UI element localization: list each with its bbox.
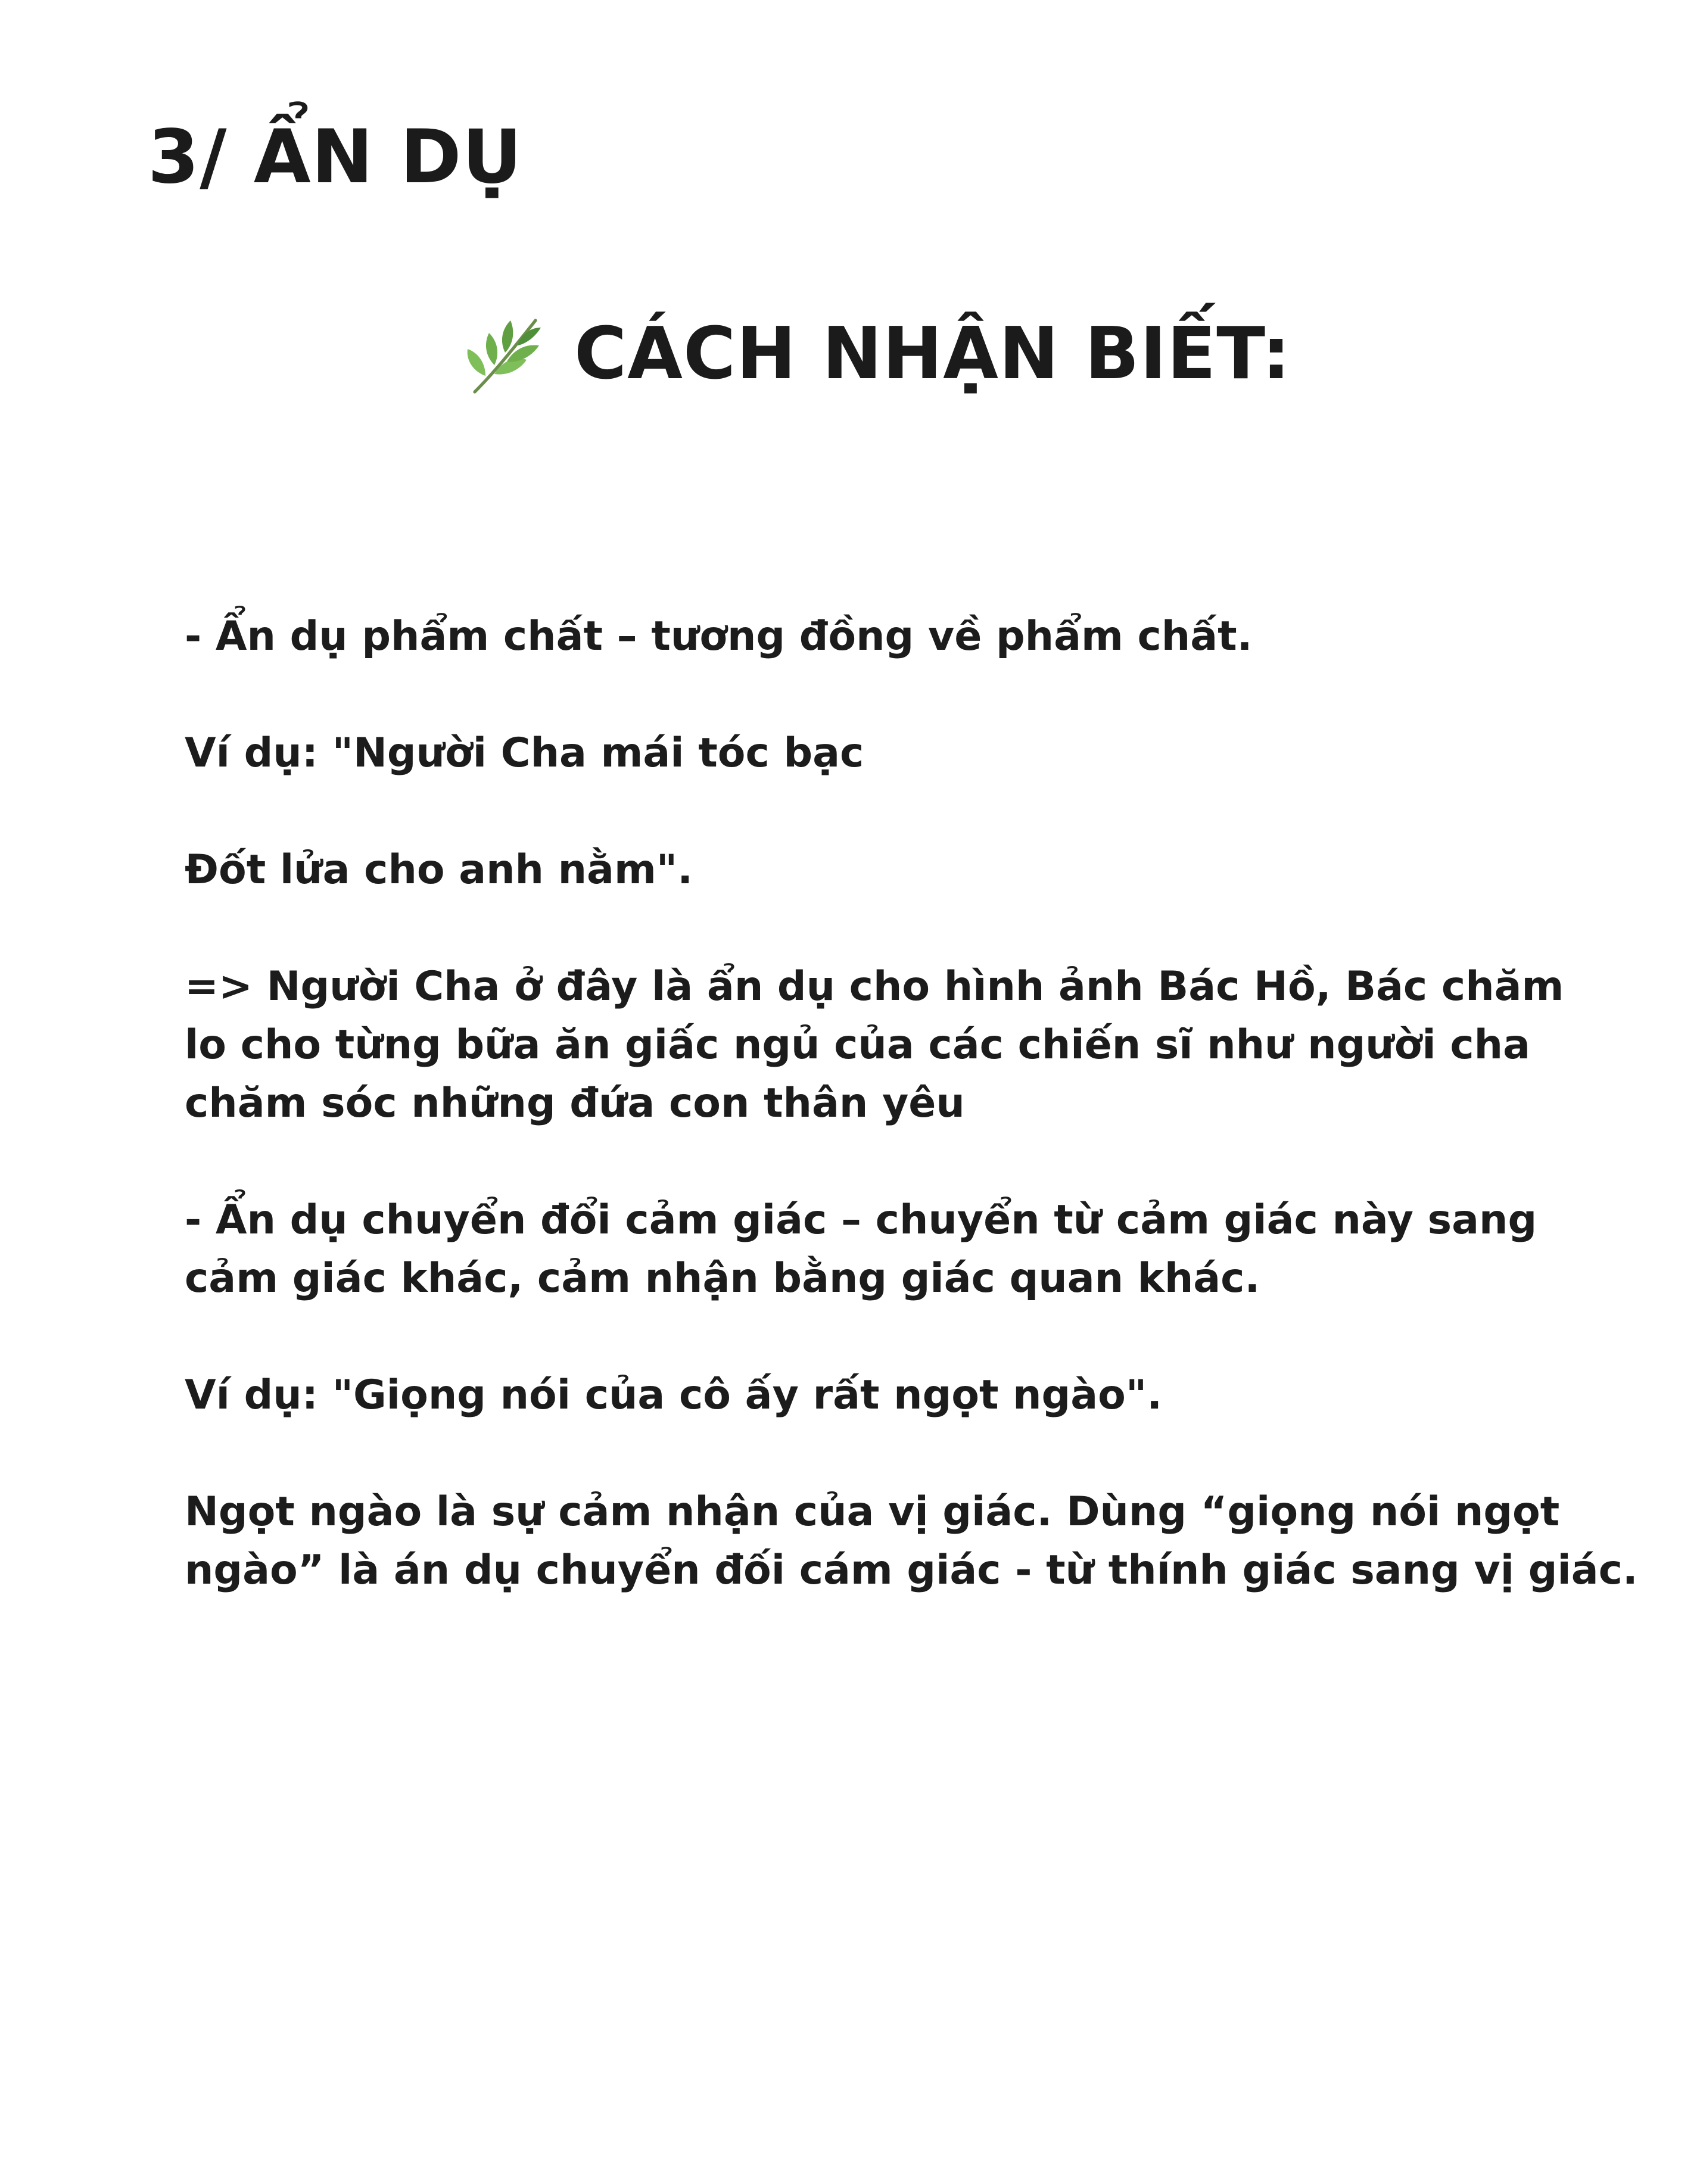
paragraph: [185, 958, 1564, 1133]
paragraph: [185, 1366, 1555, 1425]
text-line: lo cho từng bữa ăn giấc ngủ của các chiến sĩ như người cha: [185, 1021, 1530, 1068]
subheading-text: CÁCH NHẬN BIẾT:: [574, 313, 1291, 395]
body-text: [185, 607, 1638, 1658]
text-line: => Người Cha ở đây là ẩn dụ cho hình ảnh Bác Hồ, Bác chăm: [185, 963, 1564, 1010]
text-line: Đốt lửa cho anh nằm".: [185, 846, 693, 893]
paragraph: [185, 724, 1555, 783]
text-line: Ngọt ngào là sự cảm nhận của vị giác. Dùng “giọng nói ngọt: [185, 1488, 1560, 1535]
section-title: 3/ ẨN DỤ: [148, 114, 523, 200]
paragraph: [185, 607, 1555, 666]
paragraph: [185, 1191, 1555, 1308]
text-line: - Ẩn dụ chuyển đổi cảm giác – chuyển từ cảm giác này sang: [185, 1197, 1537, 1244]
text-line: cảm giác khác, cảm nhận bằng giác quan khác.: [185, 1255, 1260, 1302]
paragraph: [185, 841, 1555, 899]
text-line: Ví dụ: "Giọng nói của cô ấy rất ngọt ngào".: [185, 1372, 1163, 1419]
paragraph: [185, 1483, 1638, 1600]
text-line: chăm sóc những đứa con thân yêu: [185, 1080, 965, 1127]
leaf-icon: [459, 310, 548, 399]
text-line: Ví dụ: "Người Cha mái tóc bạc: [185, 730, 864, 777]
text-line: ngào” là án dụ chuyển đối cám giác - từ thính giác sang vị giác.: [185, 1547, 1638, 1594]
subheading: [459, 310, 1291, 399]
text-line: - Ẩn dụ phẩm chất – tương đồng về phẩm chất.: [185, 613, 1253, 660]
